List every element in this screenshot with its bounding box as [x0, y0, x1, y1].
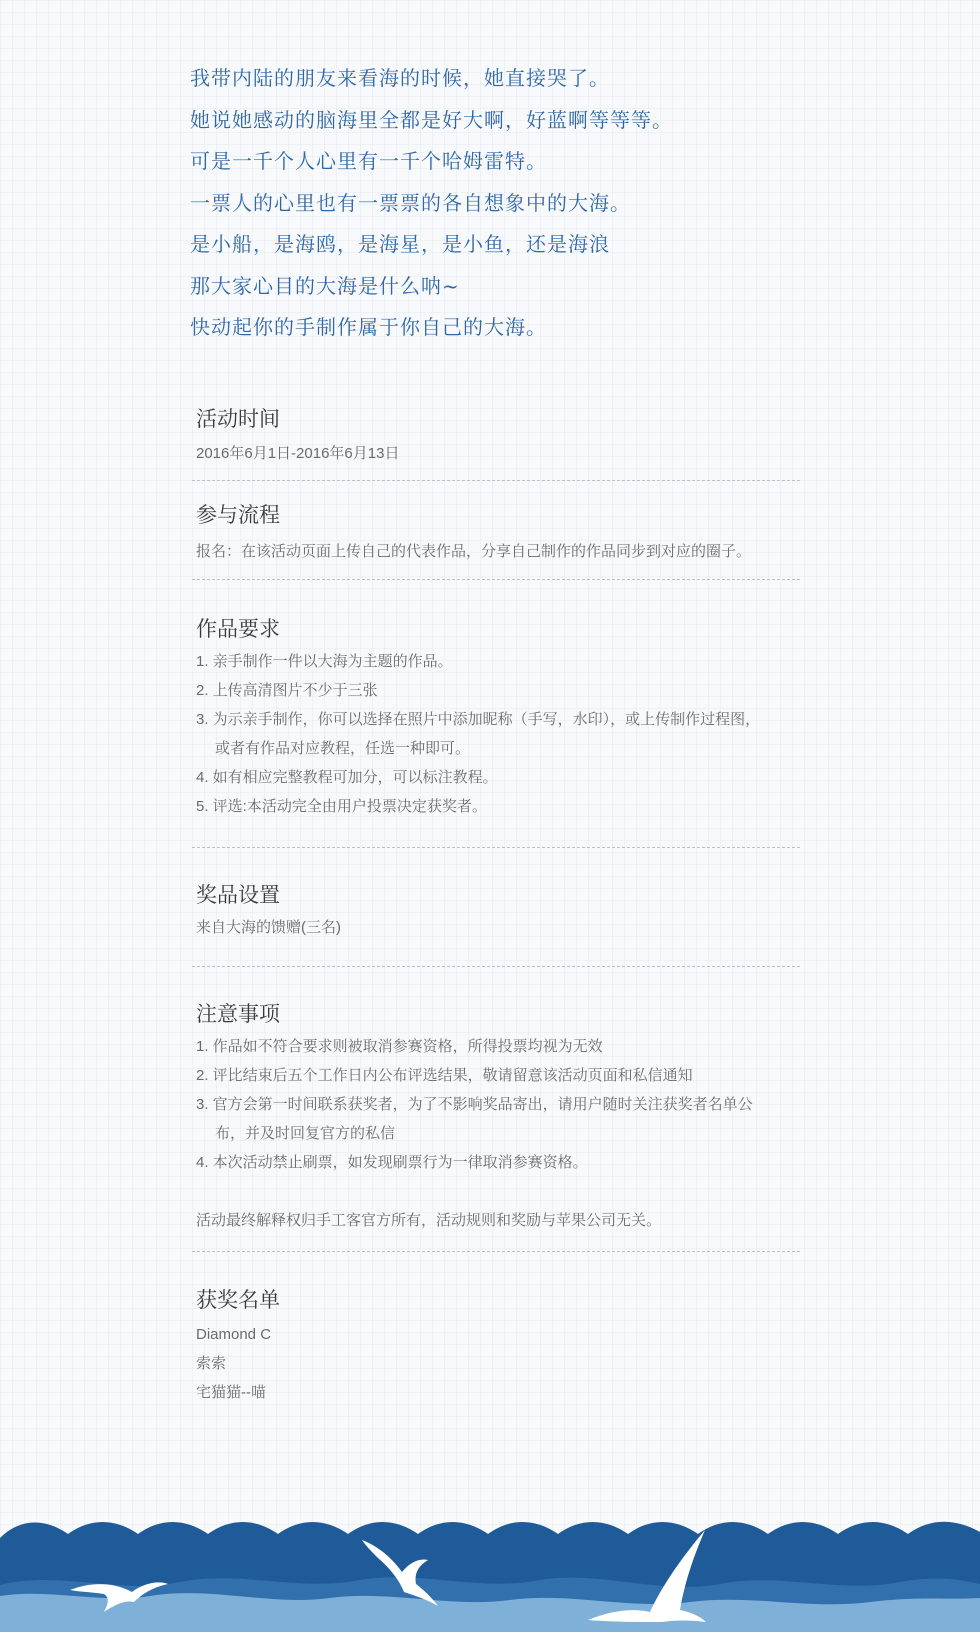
section-title: 活动时间 — [196, 408, 280, 431]
requirements-list — [196, 647, 761, 821]
list-item: 1. 亲手制作一件以大海为主题的作品。 — [196, 653, 453, 670]
dashed-divider — [192, 1251, 800, 1252]
dashed-divider — [192, 966, 800, 967]
list-item: 5. 评选:本活动完全由用户投票决定获奖者。 — [196, 798, 487, 815]
poem-line: 一票人的心里也有一票票的各自想象中的大海。 — [190, 190, 631, 215]
section-title: 作品要求 — [196, 618, 280, 641]
activity-dates: 2016年6月1日-2016年6月13日 — [196, 445, 400, 462]
sea-waves-illustration — [0, 1500, 980, 1632]
winners-list — [196, 1320, 796, 1407]
disclaimer: 活动最终解释权归手工客官方所有，活动规则和奖励与苹果公司无关。 — [196, 1212, 662, 1229]
poem-line: 快动起你的手制作属于你自己的大海。 — [190, 315, 547, 339]
requirements-section — [196, 613, 796, 821]
notes-section — [196, 998, 796, 1235]
list-item: 2. 评比结束后五个工作日内公布评选结果，敬请留意该活动页面和私信通知 — [196, 1067, 693, 1084]
list-item: 3. 官方会第一时间联系获奖者，为了不影响奖品寄出，请用户随时关注获奖者名单公布，并及时回复官方的私信 — [196, 1096, 753, 1142]
section-title: 注意事项 — [196, 1003, 280, 1026]
poem-line: 可是一千个人心里有一千个哈姆雷特。 — [190, 149, 547, 173]
activity-time-section — [196, 403, 796, 468]
poem-line: 我带内陆的朋友来看海的时候，她直接哭了。 — [190, 66, 610, 90]
dashed-divider — [192, 847, 800, 848]
poem-line: 那大家心目的大海是什么呐~ — [190, 273, 460, 298]
poem-block — [190, 58, 830, 349]
list-item: 4. 本次活动禁止刷票，如发现刷票行为一律取消参赛资格。 — [196, 1154, 588, 1171]
process-section — [196, 499, 796, 566]
dashed-divider — [192, 480, 800, 481]
poem-line: 是小船，是海鸥，是海星，是小鱼，还是海浪 — [190, 232, 610, 256]
winners-section — [196, 1284, 796, 1407]
prizes-section — [196, 879, 796, 942]
winner-name: 宅猫猫--喵 — [196, 1384, 266, 1401]
list-item: 2. 上传高清图片不少于三张 — [196, 682, 378, 699]
dashed-divider — [192, 579, 800, 580]
section-title: 获奖名单 — [196, 1289, 280, 1312]
list-item: 4. 如有相应完整教程可加分，可以标注教程。 — [196, 769, 498, 786]
winner-name: 索索 — [196, 1355, 227, 1372]
section-title: 奖品设置 — [196, 884, 280, 907]
section-title: 参与流程 — [196, 504, 280, 527]
process-text: 报名：在该活动页面上传自己的代表作品，分享自己制作的作品同步到对应的圈子。 — [196, 543, 752, 560]
poem-line: 她说她感动的脑海里全都是好大啊，好蓝啊等等等。 — [190, 107, 673, 132]
activity-rules — [196, 403, 796, 1407]
prizes-text: 来自大海的馈赠(三名) — [196, 919, 341, 936]
list-item: 3. 为示亲手制作，你可以选择在照片中添加昵称（手写，水印），或上传制作过程图，或者有作品对应教程，任选一种即可。 — [196, 711, 761, 757]
winner-name: Diamond C — [196, 1326, 272, 1343]
notes-list — [196, 1032, 781, 1177]
list-item: 1. 作品如不符合要求则被取消参赛资格，所得投票均视为无效 — [196, 1038, 603, 1055]
